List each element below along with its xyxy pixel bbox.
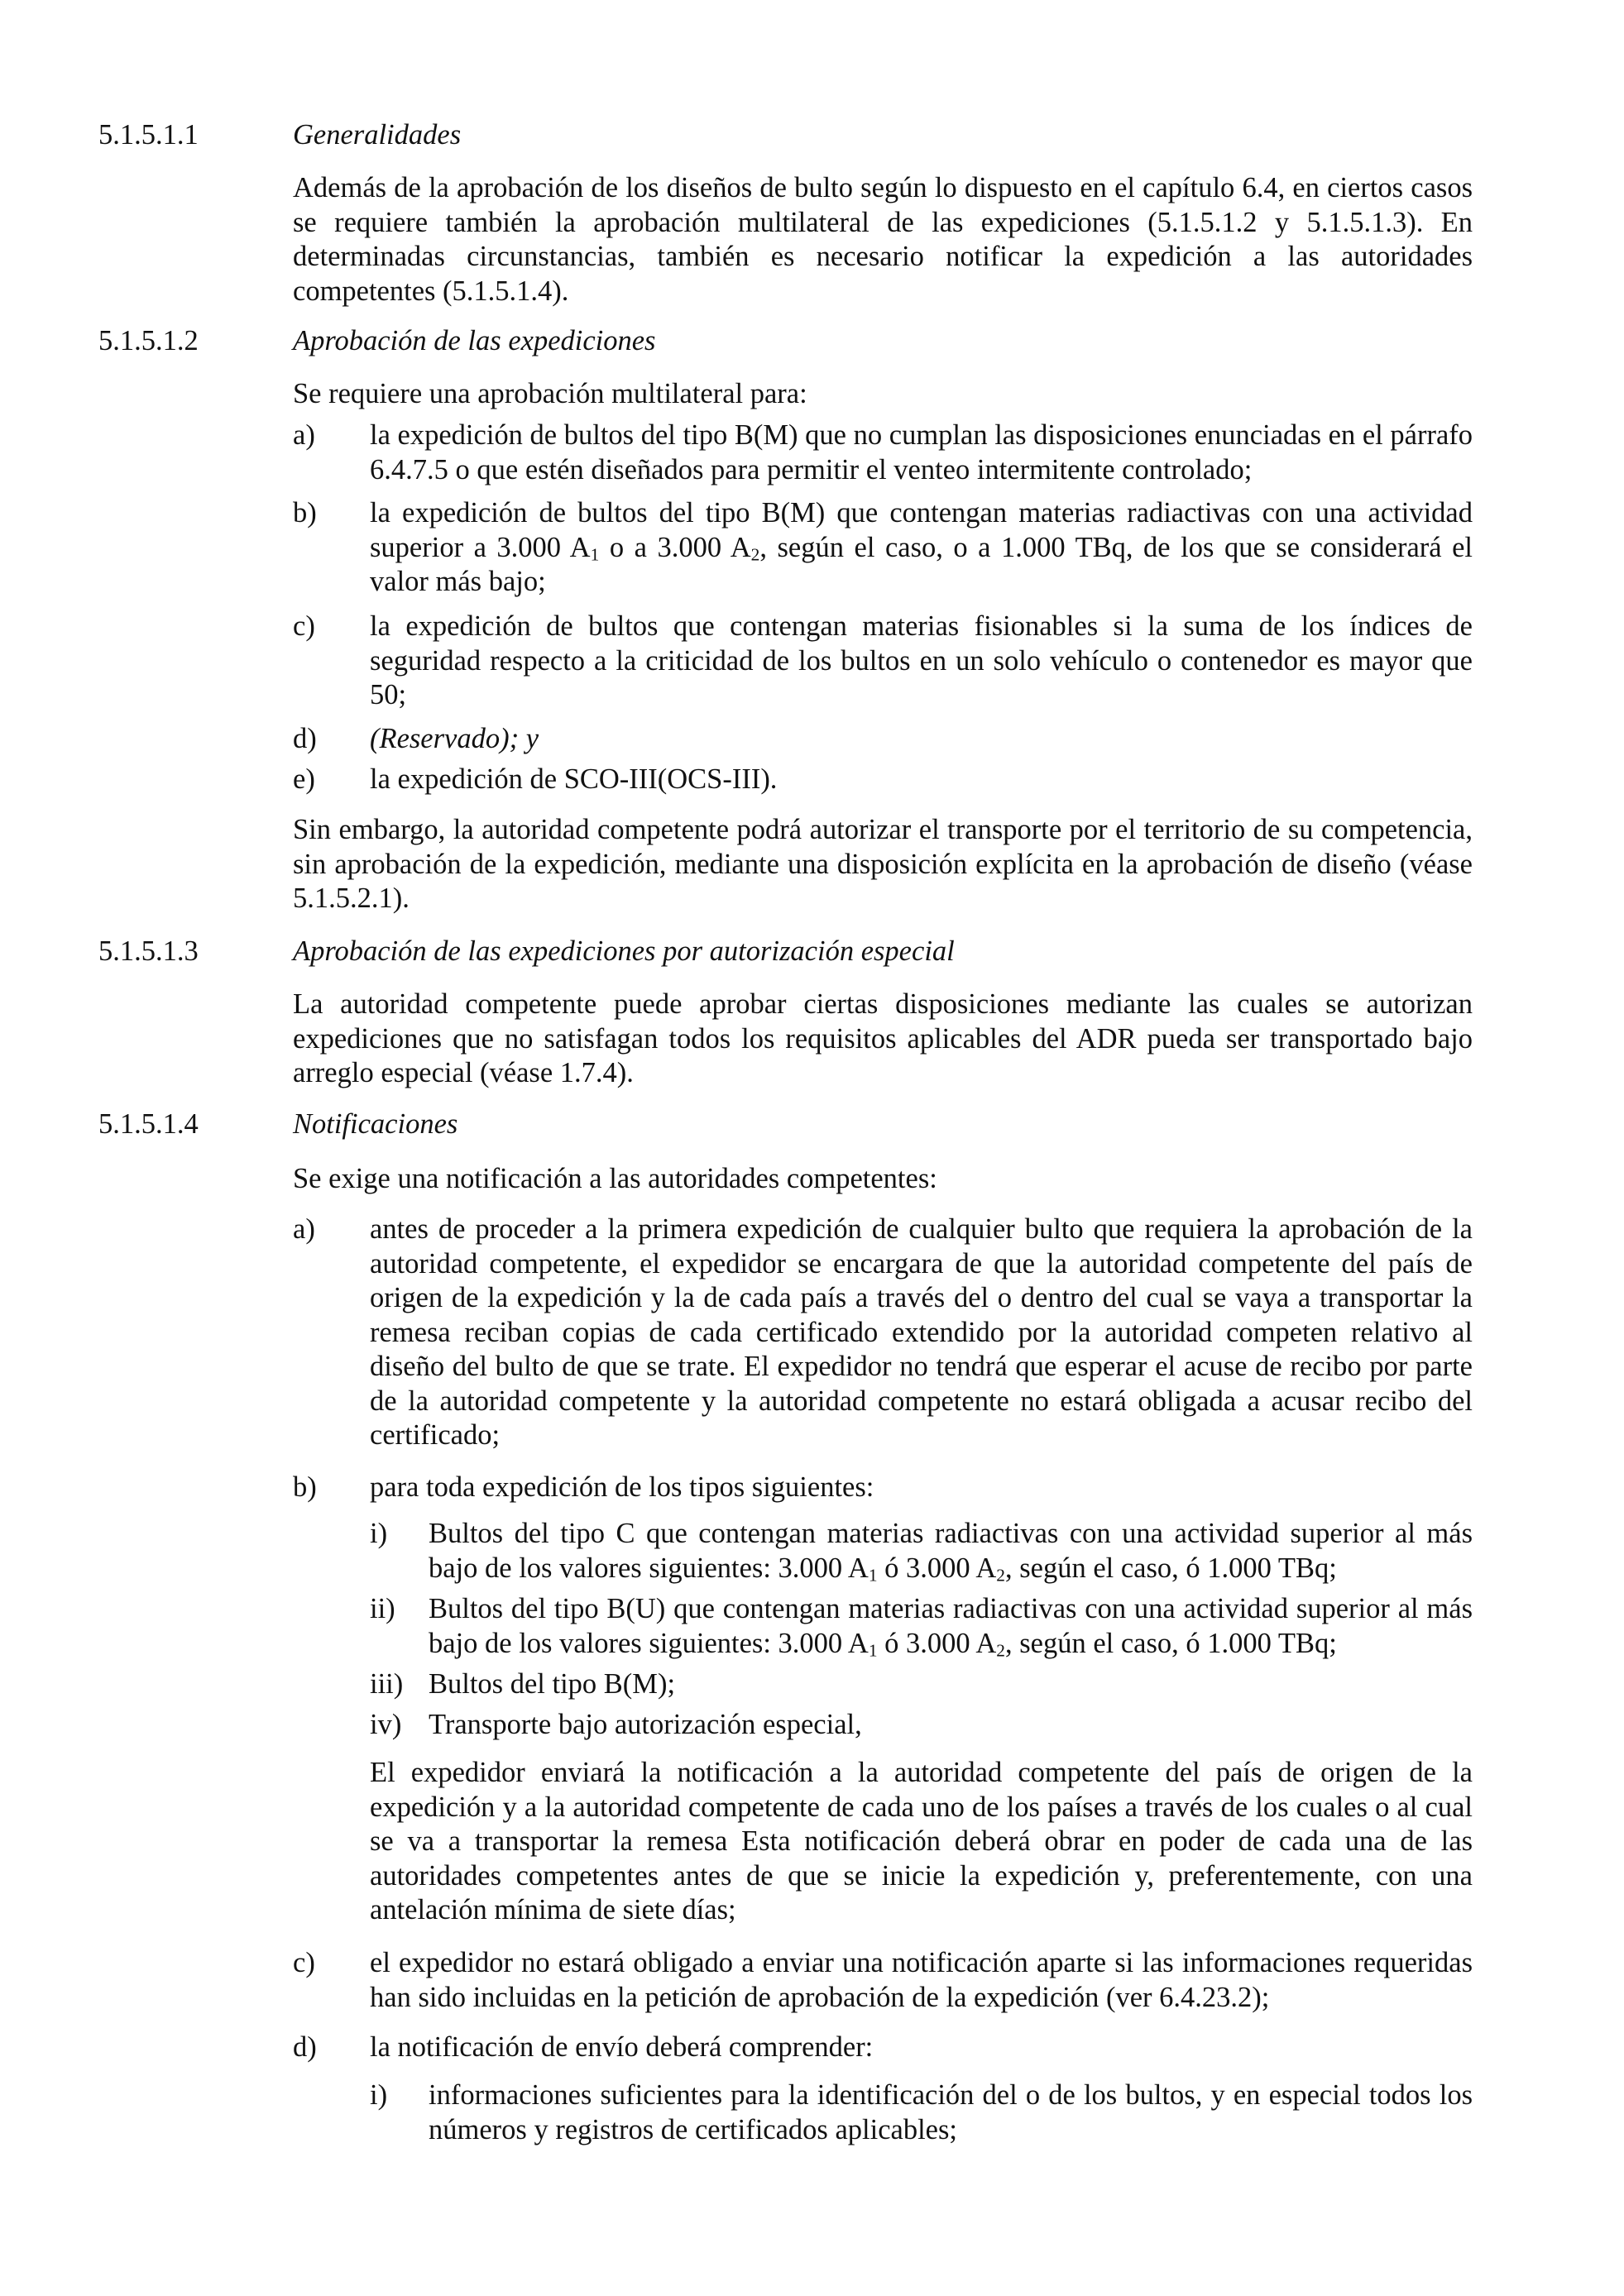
sub-list-item-label: ii): [370, 1593, 395, 1624]
sub-list-item-label: iii): [370, 1668, 404, 1700]
sub-list-item-text: informaciones suficientes para la identificación del o de los bultos, y en especial todos los números y registros de certificados aplicables;: [429, 2079, 1473, 2145]
list-item-text: la expedición de bultos que contengan materias fisionables si la suma de los índices de seguridad respecto a la criticidad de los bultos en un solo vehículo o contenedor es mayor que 50;: [370, 610, 1473, 710]
section-number: 5.1.5.1.4: [98, 1108, 199, 1140]
list-item-text: (Reservado); y: [370, 723, 539, 754]
list-item-text: para toda expedición de los tipos siguientes:: [370, 1471, 874, 1503]
list-item-label: d): [293, 2031, 317, 2063]
sub-list-item-label: i): [370, 1518, 388, 1549]
sub-list-item-label: i): [370, 2079, 388, 2111]
list-item-text: la expedición de SCO-III(OCS-III).: [370, 763, 778, 795]
section-title: Generalidades: [293, 119, 462, 151]
list-item-label: a): [293, 1213, 315, 1245]
list-item-label: c): [293, 610, 315, 642]
section-number: 5.1.5.1.2: [98, 325, 199, 356]
list-item-label: e): [293, 763, 315, 795]
sub-list-item-text: Bultos del tipo B(U) que contengan materias radiactivas con una actividad superior al más bajo de los valores siguientes: 3.000 $A_1$ ó 3.000 $A_2$, según el caso, ó 1.000 TBq;: [429, 1593, 1473, 1660]
list-item-continuation: El expedidor enviará la notificación a la autoridad competente del país de origen de la expedición y a la autoridad competente de cada uno de los países a través de los cuales o al cual se va a transportar la remesa Esta notificación deberá obrar en poder de cada una de las autoridades competentes antes de que se inicie la expedición y, preferentemente, con una antelación mínima de siete días;: [370, 1757, 1473, 1925]
section-body: La autoridad competente puede aprobar ciertas disposiciones mediante las cuales se autorizan expediciones que no satisfagan todos los requisitos aplicables del ADR pueda ser transportado bajo arreglo especial (véase 1.7.4).: [293, 988, 1473, 1088]
section-intro: Se requiere una aprobación multilateral para:: [293, 378, 807, 409]
sub-list-item-text: Bultos del tipo C que contengan materias radiactivas con una actividad superior al más bajo de los valores siguientes: 3.000 $A_1$ ó 3.000 $A_2$, según el caso, ó 1.000 TBq;: [429, 1518, 1473, 1585]
list-item-text: el expedidor no estará obligado a enviar una notificación aparte si las informaciones requeridas han sido incluidas en la petición de aprobación de la expedición (ver 6.4.23.2);: [370, 1947, 1473, 2013]
section-title: Aprobación de las expediciones: [293, 325, 656, 356]
list-item-label: d): [293, 723, 317, 754]
section-number: 5.1.5.1.3: [98, 935, 199, 967]
list-item-text: la expedición de bultos del tipo B(M) que contengan materias radiactivas con una actividad superior a 3.000 $A_1$ o a 3.000 $A_2$, según el caso, o a 1.000 TBq, de los que se considerará el valor más bajo;: [370, 497, 1473, 597]
section-intro: Se exige una notificación a las autoridades competentes:: [293, 1163, 937, 1194]
section-title: Notificaciones: [293, 1108, 458, 1140]
sub-list-item-label: iv): [370, 1709, 402, 1740]
list-item-text: la notificación de envío deberá comprender:: [370, 2031, 874, 2063]
sub-list-item-text: Transporte bajo autorización especial,: [429, 1709, 862, 1740]
list-item-text: antes de proceder a la primera expedición de cualquier bulto que requiera la aprobación de la autoridad competente, el expedidor se encargara de que la autoridad competente del país de origen de la expedición y la de cada país a través del o dentro del cual se vaya a transportar la remesa reciban copias de cada certificado extendido por la autoridad competen relativo al diseño del bulto de que se trate. El expedidor no tendrá que esperar el acuse de recibo por parte de la autoridad competente y la autoridad competente no estará obligada a acusar recibo del certificado;: [370, 1213, 1473, 1451]
section-closing: Sin embargo, la autoridad competente podrá autorizar el transporte por el territorio de su competencia, sin aprobación de la expedición, mediante una disposición explícita en la aprobación de diseño (véase 5.1.5.2.1).: [293, 814, 1473, 914]
list-item-text: la expedición de bultos del tipo B(M) que no cumplan las disposiciones enunciadas en el párrafo 6.4.7.5 o que estén diseñados para permitir el venteo intermitente controlado;: [370, 419, 1473, 486]
sub-list-item-text: Bultos del tipo B(M);: [429, 1668, 676, 1700]
list-item-label: c): [293, 1947, 315, 1978]
list-item-label: a): [293, 419, 315, 451]
section-title: Aprobación de las expediciones por autorización especial: [293, 935, 955, 967]
list-item-label: b): [293, 497, 317, 529]
section-number: 5.1.5.1.1: [98, 119, 199, 151]
section-body: Además de la aprobación de los diseños de bulto según lo dispuesto en el capítulo 6.4, en ciertos casos se requiere también la aprobación multilateral de las expediciones (5.1.5.1.2 y 5.1.5.1.3). En determinadas circunstancias, también es necesario notificar la expedición a las autoridades competentes (5.1.5.1.4).: [293, 172, 1473, 307]
list-item-label: b): [293, 1471, 317, 1503]
